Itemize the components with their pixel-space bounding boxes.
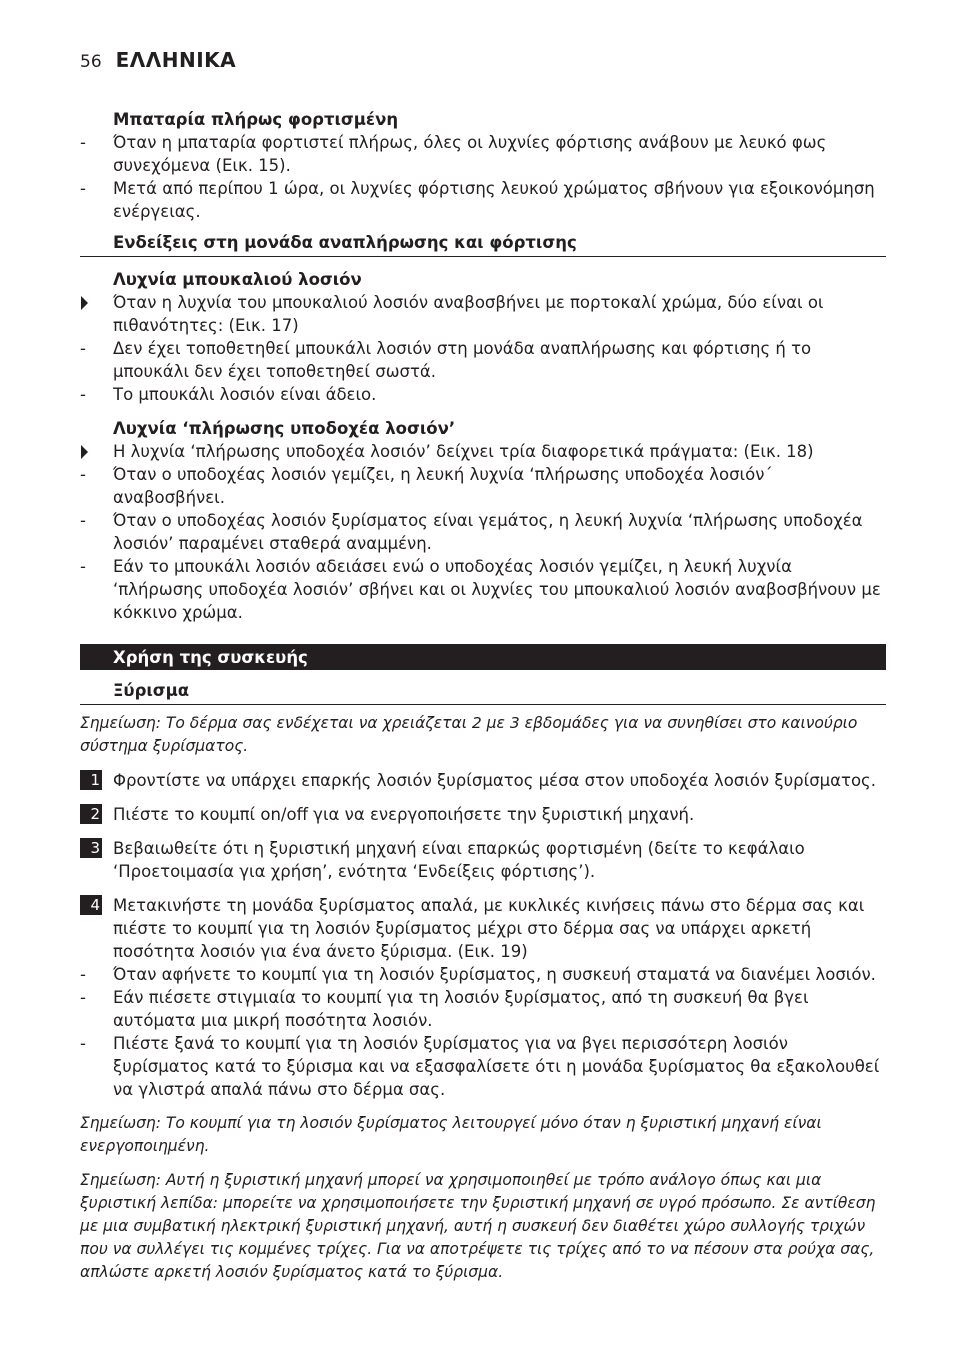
step-3 (80, 837, 886, 883)
list-item (80, 291, 886, 337)
list-item-text: Μετά από περίπου 1 ώρα, οι λυχνίες φόρτισης λευκού χρώματος σβήνουν για εξοικονόμηση ενέργειας. (113, 179, 875, 221)
step-number: 4 (80, 895, 102, 915)
page-content (80, 108, 886, 1284)
shaving-heading: Ξύρισμα (80, 679, 886, 705)
list-item (80, 1032, 886, 1101)
dash-bullet (80, 131, 100, 154)
list-item-text: Πιέστε ξανά το κουμπί για τη λοσιόν ξυρίσματος για να βγει περισσότερη λοσιόν ξυρίσματος κατά το ξύρισμα και να εξασφαλίσετε ότι η μονάδα ξυρίσματος θα εξακολουθεί να γλιστρά απαλά πάνω στο δέρμα σας. (113, 1034, 880, 1099)
reservoir-fill-heading: Λυχνία ‘πλήρωσης υποδοχέα λοσιόν’ (113, 419, 456, 438)
list-item (80, 463, 886, 509)
list-item (80, 555, 886, 624)
note: Σημείωση: Αυτή η ξυριστική μηχανή μπορεί να χρησιμοποιηθεί με τρόπο ανάλογο όπως και μια ξυριστική λεπίδα: μπορείτε να χρησιμοποιήσετε την ξυριστική μηχανή σε υγρό πρόσωπο. Σε αντίθεση με μια συμβατική ηλεκτρική ξυριστική μηχανή, αυτή η συσκευή δεν διαθέτει χώρο συλλογής τριχών που να συλλέγει τις κομμένες τρίχες. Για να αποτρέψετε τις τρίχες από το να πέσουν στα ρούχα σας, απλώστε αρκετή λοσιόν ξυρίσματος κατά το ξύρισμα. (80, 1171, 876, 1281)
list-item (80, 383, 886, 406)
list-item (80, 131, 886, 177)
step-text: Βεβαιωθείτε ότι η ξυριστική μηχανή είναι επαρκώς φορτισμένη (δείτε το κεφάλαιο ‘Προετοιμασία για χρήση’, ενότητα ‘Ενδείξεις φόρτισης’). (113, 839, 805, 881)
list-item-text: Εάν το μπουκάλι λοσιόν αδειάσει ενώ ο υποδοχέας λοσιόν γεμίζει, η λευκή λυχνία ‘πλήρωσης υποδοχέα λοσιόν’ σβήνει και οι λυχνίες του μπουκαλιού λοσιόν αναβοσβήνουν με κόκκινο χρώμα. (113, 557, 881, 622)
step-1 (80, 769, 886, 792)
list-item-text: Το μπουκάλι λοσιόν είναι άδειο. (113, 385, 377, 404)
battery-full-heading: Μπαταρία πλήρως φορτισμένη (113, 110, 399, 129)
section-title-bar: Χρήση της συσκευής (80, 644, 886, 670)
dash-bullet (80, 986, 100, 1009)
list-item (80, 509, 886, 555)
list-item-text: Όταν αφήνετε το κουμπί για τη λοσιόν ξυρίσματος, η συσκευή σταματά να διανέμει λοσιόν. (113, 965, 876, 984)
step-number: 3 (80, 838, 102, 858)
step-text: Μετακινήστε τη μονάδα ξυρίσματος απαλά, με κυκλικές κινήσεις πάνω στο δέρμα σας και πιέστε το κουμπί για τη λοσιόν ξυρίσματος μέχρι στο δέρμα σας να υπάρχει αρκετή ποσότητα λοσιόν για ένα άνετο ξύρισμα. (Εικ. 19) (113, 896, 865, 961)
dash-bullet (80, 509, 100, 532)
dash-bullet (80, 383, 100, 406)
list-item (80, 986, 886, 1032)
lotion-cartridge-heading: Λυχνία μπουκαλιού λοσιόν (113, 270, 362, 289)
dash-bullet (80, 963, 100, 986)
dash-bullet (80, 177, 100, 200)
list-item-text: Δεν έχει τοποθετηθεί μπουκάλι λοσιόν στη μονάδα αναπλήρωσης και φόρτισης ή το μπουκάλι δεν έχει τοποθετηθεί σωστά. (113, 339, 812, 381)
list-item (80, 177, 886, 223)
dash-bullet (80, 555, 100, 578)
list-item-text: Όταν η λυχνία του μπουκαλιού λοσιόν αναβοσβήνει με πορτοκαλί χρώμα, δύο είναι οι πιθανότητες: (Εικ. 17) (113, 293, 824, 335)
refill-unit-heading: Ενδείξεις στη μονάδα αναπλήρωσης και φόρτισης (80, 231, 886, 257)
step-number: 2 (80, 804, 102, 824)
dash-bullet (80, 1032, 100, 1055)
dash-bullet (80, 337, 100, 360)
list-item-text: Εάν πιέσετε στιγμιαία το κουμπί για τη λοσιόν ξυρίσματος, από τη συσκευή θα βγει αυτόματα μια μικρή ποσότητα λοσιόν. (113, 988, 809, 1030)
step-4 (80, 894, 886, 963)
list-item (80, 963, 886, 986)
page-number: 56 (80, 52, 102, 72)
list-item (80, 337, 886, 383)
step-text: Φροντίστε να υπάρχει επαρκής λοσιόν ξυρίσματος μέσα στον υποδοχέα λοσιόν ξυρίσματος. (113, 771, 876, 790)
list-item-text: Όταν ο υποδοχέας λοσιόν ξυρίσματος είναι γεμάτος, η λευκή λυχνία ‘πλήρωσης υποδοχέα λοσιόν’ παραμένει σταθερά αναμμένη. (113, 511, 863, 553)
page-header (80, 48, 236, 72)
list-item-text: Όταν ο υποδοχέας λοσιόν γεμίζει, η λευκή λυχνία ‘πλήρωσης υποδοχέα λοσιόν΄ αναβοσβήνει. (113, 465, 773, 507)
list-item (80, 440, 886, 463)
step-2 (80, 803, 886, 826)
note: Σημείωση: Το κουμπί για τη λοσιόν ξυρίσματος λειτουργεί μόνο όταν η ξυριστική μηχανή είναι ενεργοποιημένη. (80, 1114, 822, 1155)
step-text: Πιέστε το κουμπί on/off για να ενεργοποιήσετε την ξυριστική μηχανή. (113, 805, 695, 824)
step-number: 1 (80, 770, 102, 790)
list-item-text: Η λυχνία ‘πλήρωσης υποδοχέα λοσιόν’ δείχνει τρία διαφορετικά πράγματα: (Εικ. 18) (113, 442, 814, 461)
note: Σημείωση: Το δέρμα σας ενδέχεται να χρειάζεται 2 με 3 εβδομάδες για να συνηθίσει στο καινούριο σύστημα ξυρίσματος. (80, 714, 858, 755)
list-item-text: Όταν η μπαταρία φορτιστεί πλήρως, όλες οι λυχνίες φόρτισης ανάβουν με λευκό φως συνεχόμενα (Εικ. 15). (113, 133, 827, 175)
dash-bullet (80, 463, 100, 486)
language-title: ΕΛΛΗΝΙΚΑ (115, 48, 237, 72)
